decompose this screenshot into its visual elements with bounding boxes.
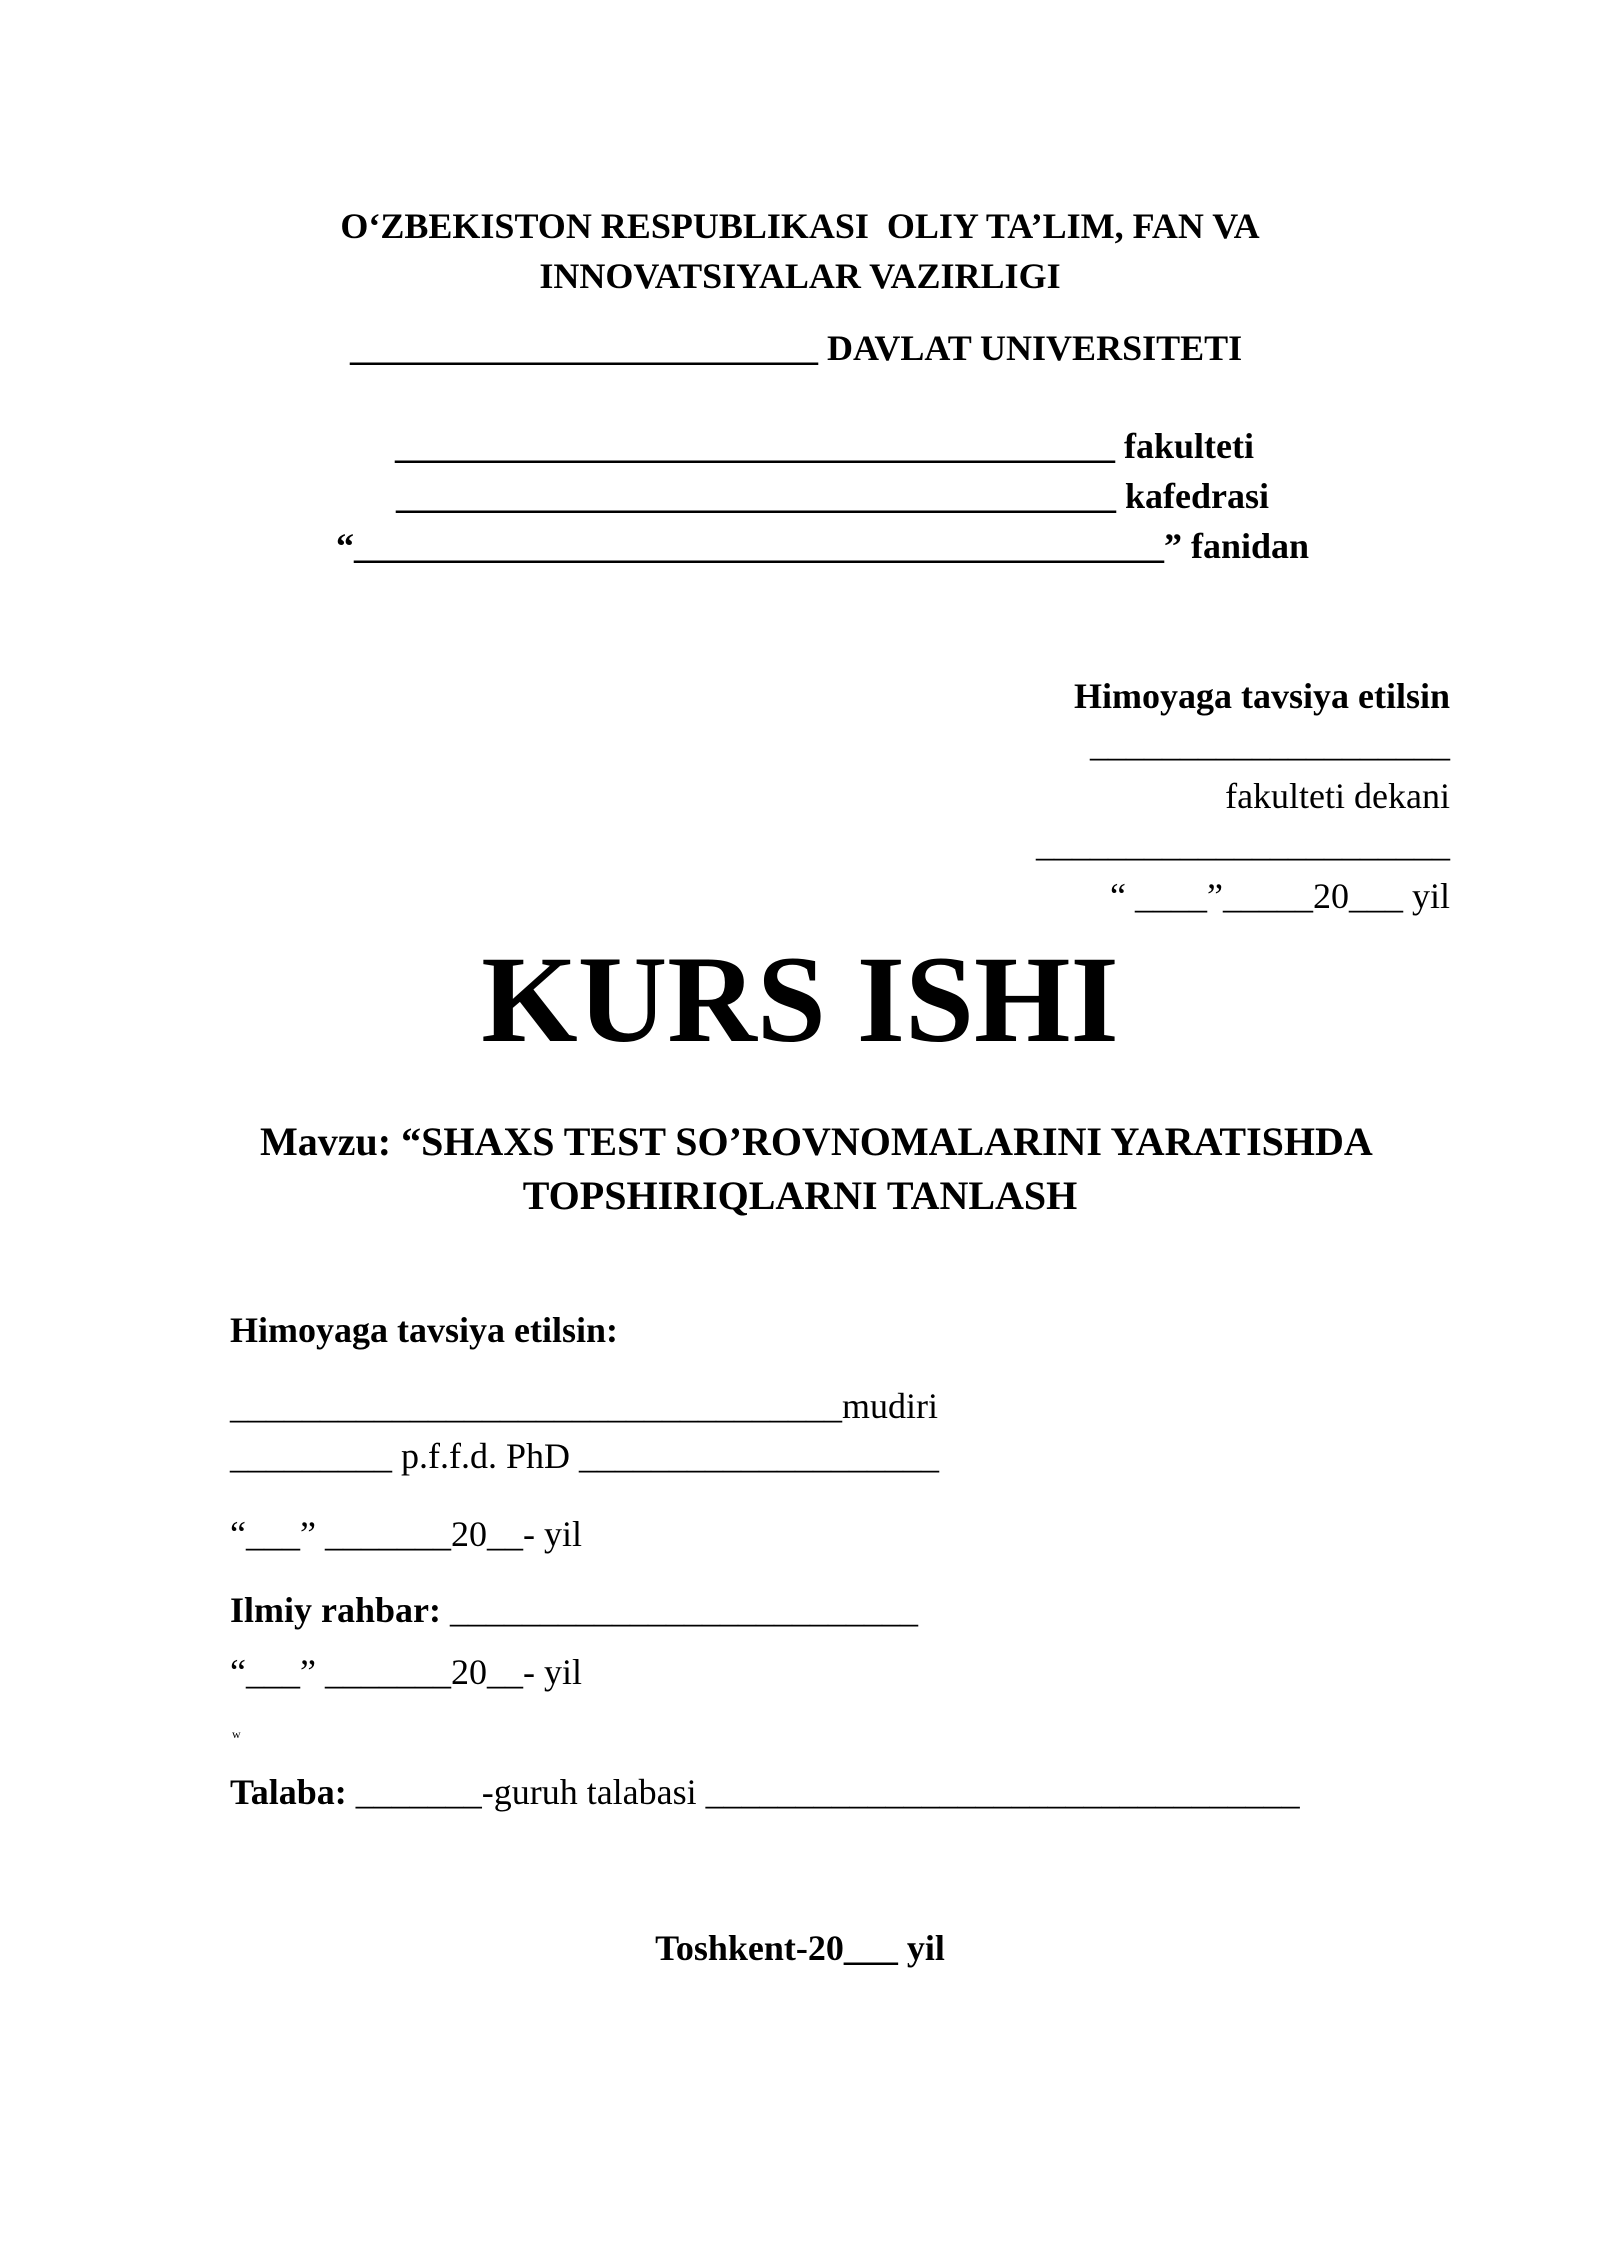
- place-year: Toshkent-20___ yil: [655, 1928, 945, 1968]
- document-title: KURS ISHI: [481, 931, 1119, 1068]
- university-line: __________________________ DAVLAT UNIVERSITETI: [350, 328, 1243, 368]
- supervisor-row: [230, 1592, 918, 1628]
- student-line: _______-guruh talabasi _________________________________: [346, 1772, 1300, 1812]
- topic-line-1: Mavzu: “SHAXS TEST SO’ROVNOMALARINI YARATISHDA: [260, 1119, 1373, 1164]
- defense-date-line: “___” _______20__- yil: [230, 1514, 582, 1554]
- phd-line: _________ p.f.f.d. PhD ____________________: [230, 1436, 939, 1476]
- ministry-line-2: INNOVATSIYALAR VAZIRLIGI: [539, 256, 1061, 296]
- subject-line: “_____________________________________________” fanidan: [336, 526, 1310, 566]
- dean-recommend-label: Himoyaga tavsiya etilsin: [1074, 676, 1450, 716]
- supervisor-label: Ilmiy rahbar:: [230, 1590, 441, 1630]
- defense-recommend-label: Himoyaga tavsiya etilsin:: [230, 1310, 618, 1350]
- department-line: ________________________________________ kafedrasi: [396, 476, 1269, 516]
- supervisor-line: __________________________: [441, 1590, 918, 1630]
- topic-line-2: TOPSHIRIQLARNI TANLASH: [522, 1173, 1078, 1218]
- department-head-line: __________________________________mudiri: [230, 1386, 938, 1426]
- dean-signature-line: ____________________: [1090, 724, 1450, 764]
- supervisor-date-line: “___” _______20__- yil: [230, 1652, 582, 1692]
- student-label: Talaba:: [230, 1772, 347, 1812]
- faculty-line: ________________________________________ fakulteti: [395, 426, 1254, 466]
- dean-name-line: _______________________: [1036, 824, 1450, 864]
- dean-date-line: “ ____”_____20___ yil: [1110, 876, 1450, 916]
- stray-mark: w: [232, 1727, 241, 1741]
- dean-title: fakulteti dekani: [1225, 776, 1450, 816]
- ministry-line-1: O‘ZBEKISTON RESPUBLIKASI OLIY TA’LIM, FAN VA: [340, 206, 1260, 246]
- student-row: [230, 1774, 1300, 1810]
